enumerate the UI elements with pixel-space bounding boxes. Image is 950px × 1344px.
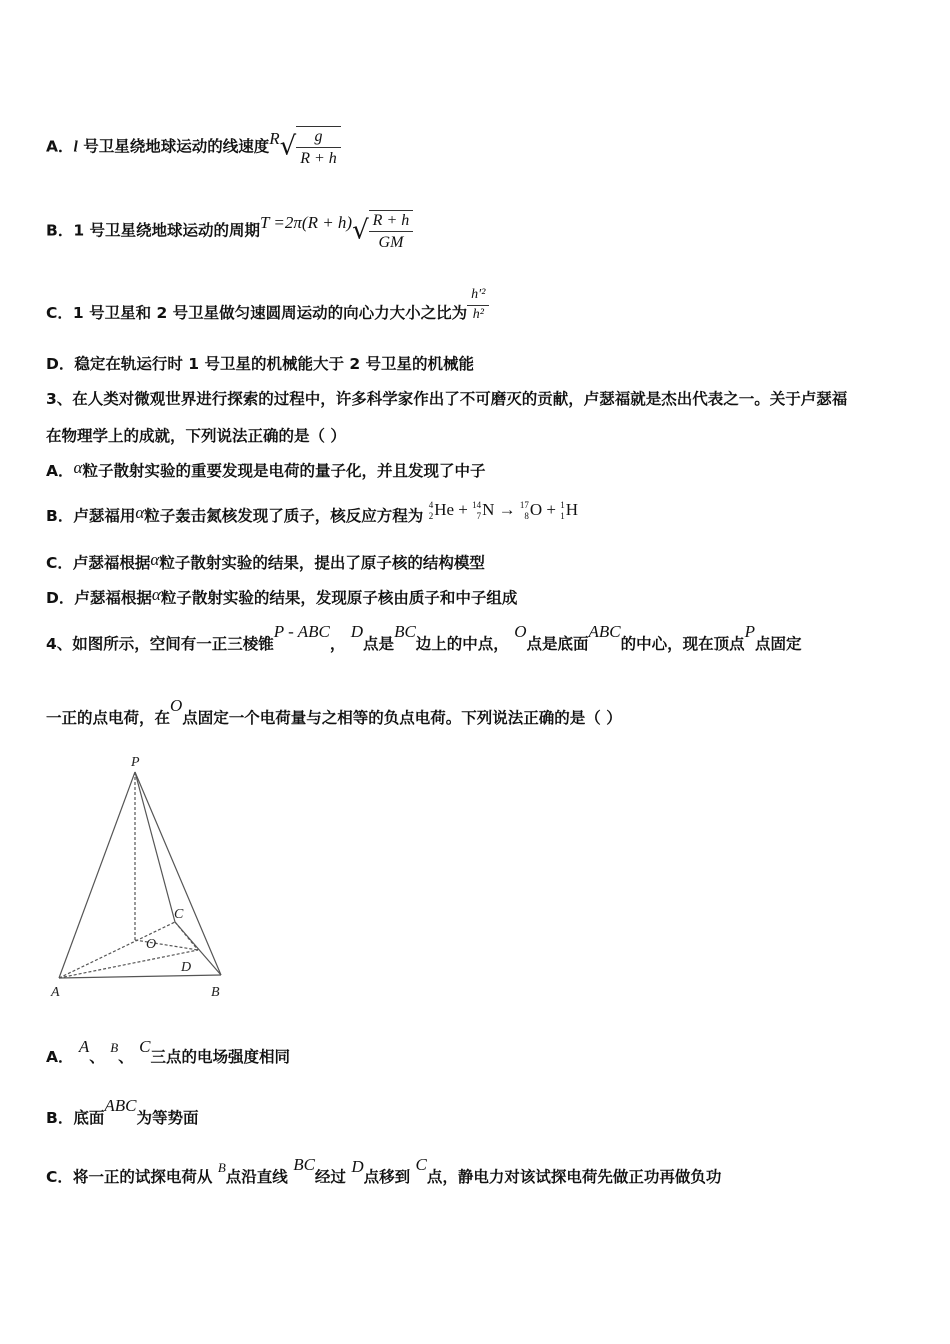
q3-option-d: D．卢瑟福根据α粒子散射实验的结果，发现原子核由质子和中子组成: [46, 585, 518, 607]
q4-option-b: B．底面ABC为等势面: [46, 1096, 199, 1127]
label-A: A: [51, 985, 60, 1000]
q4-stem-line2: 一正的点电荷，在O点固定一个电荷量与之相等的负点电荷。下列说法正确的是（ ）: [46, 696, 622, 727]
nuclear-equation: 4 2 He + 14 7 N → 17 8 O + 1 1 H: [428, 500, 579, 522]
q3-option-c: C．卢瑟福根据α粒子散射实验的结果，提出了原子核的结构模型: [46, 550, 485, 572]
label-B: B: [211, 985, 220, 1000]
q4-option-a: A． A、 $^B$、 C三点的电场强度相同: [46, 1037, 290, 1066]
q2-option-d: D．稳定在轨运行时 1 号卫星的机械能大于 2 号卫星的机械能: [46, 355, 475, 373]
q3-stem-line2: 在物理学上的成就，下列说法正确的是（ ）: [46, 427, 346, 445]
q4-stem-line1: 4、如图所示，空间有一正三棱锥P - ABC， D点是BC边上的中点， O点是底面ABC的中心，现在顶点P点固定: [46, 622, 802, 653]
label-C: C: [174, 907, 184, 922]
q2-option-a: A．l 号卫星绕地球运动的线速度R√ $\frac{g}{R + h}$: [46, 126, 341, 168]
q3-option-b: B．卢瑟福用α粒子轰击氮核发现了质子，核反应方程为 4 2 He + 14 7 N → 17 8 O + 1 1 H: [46, 500, 579, 525]
label-P: P: [131, 755, 140, 770]
q2-option-c: C．1 号卫星和 2 号卫星做匀速圆周运动的向心力大小之比为 $\frac{\text{h′²}}{\text{h²}}$: [46, 295, 489, 332]
q4-option-c: C．将一正的试探电荷从 $^B$点沿直线 BC经过 D点移到 C点，静电力对该试探电荷先做正功再做负功: [46, 1155, 722, 1186]
q2-option-b: B．1 号卫星绕地球运动的周期T =2π(R + h)√ $\frac{R + h}{GM}$: [46, 210, 413, 252]
q3-stem-line1: 3、在人类对微观世界进行探索的过程中，许多科学家作出了不可磨灭的贡献，卢瑟福就是杰出代表之一。关于卢瑟福: [46, 390, 848, 408]
pyramid-figure: [45, 750, 245, 1005]
label-D: D: [181, 960, 192, 975]
label-O: O: [146, 937, 157, 952]
q3-option-a: A．α粒子散射实验的重要发现是电荷的量子化，并且发现了中子: [46, 458, 486, 480]
